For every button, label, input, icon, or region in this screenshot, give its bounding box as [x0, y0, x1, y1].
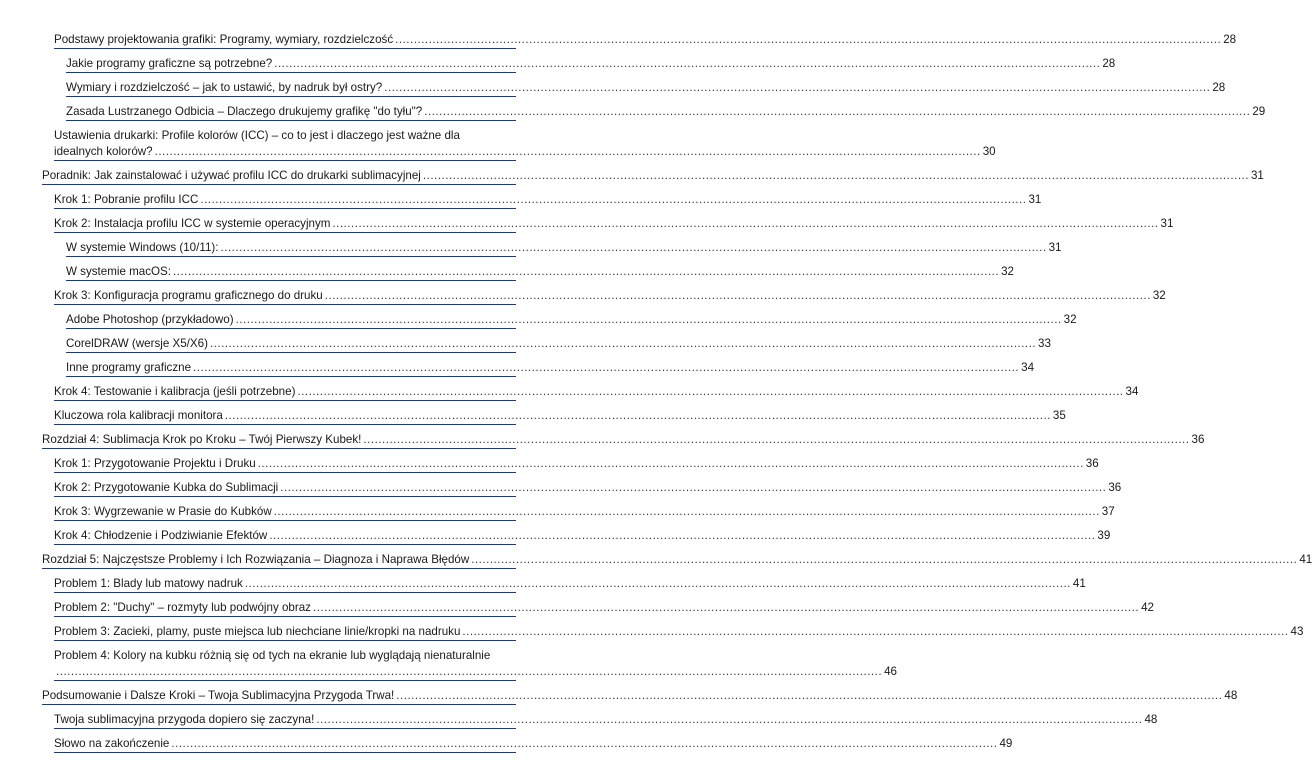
toc-entry[interactable] — [66, 336, 1051, 353]
toc-entry[interactable] — [54, 128, 996, 161]
toc-entry[interactable] — [42, 688, 1238, 705]
toc-page-number: 43 — [1290, 625, 1304, 638]
toc-entry-title: CorelDRAW (wersje X5/X6) — [66, 337, 208, 350]
toc-entry[interactable] — [54, 480, 1122, 497]
toc-page-number: 39 — [1097, 529, 1111, 542]
toc-entry[interactable] — [54, 456, 1099, 473]
toc-entry-title: Wymiary i rozdzielczość – jak to ustawić, by nadruk był ostry? — [66, 81, 383, 94]
dot-leader — [155, 144, 981, 160]
dot-leader — [396, 688, 1222, 704]
toc-entry[interactable] — [66, 104, 1266, 121]
toc-page-number: 34 — [1021, 361, 1035, 374]
toc-page-number: 30 — [982, 145, 996, 158]
toc-page-number: 31 — [1048, 241, 1062, 254]
toc-entry[interactable] — [54, 504, 1115, 521]
toc-page-number: 32 — [1152, 289, 1166, 302]
dot-leader — [325, 288, 1151, 304]
toc-page-number: 41 — [1299, 553, 1312, 566]
dot-leader — [193, 360, 1019, 376]
toc-page-number: 31 — [1160, 217, 1174, 230]
toc-entry-title-continued: idealnych kolorów? — [54, 145, 153, 158]
toc-page-number: 31 — [1250, 169, 1264, 182]
toc-entry[interactable] — [66, 80, 1226, 97]
dot-leader — [297, 384, 1123, 400]
toc-page-number: 32 — [1063, 313, 1077, 326]
toc-entry[interactable] — [66, 56, 1116, 73]
dot-leader — [225, 408, 1051, 424]
toc-entry-title: Rozdział 5: Najczęstsze Problemy i Ich Rozwiązania – Diagnoza i Naprawa Błędów — [42, 553, 470, 566]
toc-page-number: 31 — [1028, 193, 1042, 206]
toc-page-number: 29 — [1252, 105, 1266, 118]
toc-entry-title: W systemie macOS: — [66, 265, 172, 278]
toc-entry-title: Krok 3: Konfiguracja programu graficznego do druku — [54, 289, 323, 302]
toc-entry[interactable] — [54, 624, 1304, 641]
toc-entry[interactable] — [42, 552, 1312, 569]
toc-entry[interactable] — [66, 264, 1015, 281]
dot-leader — [56, 664, 882, 680]
toc-entry-title: Krok 3: Wygrzewanie w Prasie do Kubków — [54, 505, 272, 518]
toc-page-number: 28 — [1102, 57, 1116, 70]
toc-entry-title: W systemie Windows (10/11): — [66, 241, 219, 254]
toc-entry[interactable] — [54, 736, 1013, 753]
dot-leader — [171, 736, 997, 752]
toc-entry-title: Krok 1: Pobranie profilu ICC — [54, 193, 199, 206]
toc-page-number: 36 — [1191, 433, 1205, 446]
toc-entry[interactable] — [54, 600, 1154, 617]
dot-leader — [280, 480, 1106, 496]
toc-entry-title: Krok 4: Chłodzenie i Podziwianie Efektów — [54, 529, 268, 542]
dot-leader — [245, 576, 1071, 592]
toc-entry[interactable] — [54, 712, 1158, 729]
toc-page-number: 33 — [1038, 337, 1051, 350]
dot-leader — [274, 504, 1100, 520]
toc-page-number: 41 — [1072, 577, 1086, 590]
toc-entry-title: Poradnik: Jak zainstalować i używać profilu ICC do drukarki sublimacyjnej — [42, 169, 421, 182]
dot-leader — [258, 456, 1084, 472]
toc-entry-title: Ustawienia drukarki: Profile kolorów (ICC) – co to jest i dlaczego jest ważne dla — [54, 129, 460, 142]
toc-page-number: 48 — [1224, 689, 1238, 702]
toc-entry[interactable] — [42, 432, 1205, 449]
dot-leader — [210, 336, 1036, 352]
dot-leader — [200, 192, 1026, 208]
toc-page-number: 32 — [1001, 265, 1015, 278]
toc-entry[interactable] — [54, 216, 1174, 233]
toc-entry[interactable] — [54, 192, 1042, 209]
toc-entry-title: Podstawy projektowania grafiki: Programy, wymiary, rozdzielczość — [54, 33, 394, 46]
toc-entry[interactable] — [42, 168, 1264, 185]
toc-entry[interactable] — [66, 360, 1035, 377]
dot-leader — [173, 264, 999, 280]
dot-leader — [462, 624, 1288, 640]
toc-page-number: 37 — [1101, 505, 1115, 518]
toc-entry[interactable] — [54, 576, 1086, 593]
toc-page-number: 42 — [1141, 601, 1154, 614]
toc-entry-title: Twoja sublimacyjna przygoda dopiero się zaczyna! — [54, 713, 315, 726]
toc-entry-title: Krok 4: Testowanie i kalibracja (jeśli potrzebne) — [54, 385, 296, 398]
toc-page-number: 35 — [1052, 409, 1066, 422]
toc-entry-title: Problem 2: "Duchy" – rozmyty lub podwójny obraz — [54, 601, 311, 614]
toc-entry-title: Kluczowa rola kalibracji monitora — [54, 409, 223, 422]
toc-entry-title: Problem 4: Kolory na kubku różnią się od tych na ekranie lub wyglądają nienaturalnie — [54, 649, 491, 662]
toc-page-number: 46 — [884, 665, 897, 678]
dot-leader — [313, 600, 1139, 616]
toc-entry[interactable] — [66, 240, 1062, 257]
toc-entry-title: Krok 2: Przygotowanie Kubka do Sublimacji — [54, 481, 279, 494]
dot-leader — [274, 56, 1100, 72]
dot-leader — [471, 552, 1297, 568]
toc-entry-title: Adobe Photoshop (przykładowo) — [66, 313, 234, 326]
toc-entry-title: Problem 3: Zacieki, plamy, puste miejsca lub niechciane linie/kropki na nadruku — [54, 625, 461, 638]
dot-leader — [316, 712, 1142, 728]
toc-entry[interactable] — [54, 384, 1139, 401]
toc-page-number: 28 — [1223, 33, 1237, 46]
toc-entry[interactable] — [54, 648, 897, 681]
toc-page-number: 28 — [1212, 81, 1226, 94]
dot-leader — [423, 168, 1249, 184]
dot-leader — [424, 104, 1250, 120]
toc-entry[interactable] — [54, 408, 1066, 425]
toc-entry-title: Problem 1: Blady lub matowy nadruk — [54, 577, 243, 590]
dot-leader — [236, 312, 1062, 328]
toc-page-number: 36 — [1108, 481, 1122, 494]
dot-leader — [395, 32, 1221, 48]
toc-entry-title: Jakie programy graficzne są potrzebne? — [66, 57, 273, 70]
toc-page-number: 34 — [1125, 385, 1139, 398]
toc-entry[interactable] — [66, 312, 1077, 329]
toc-entry-title: Zasada Lustrzanego Odbicia – Dlaczego drukujemy grafikę "do tyłu"? — [66, 105, 423, 118]
toc-entry[interactable] — [54, 528, 1111, 545]
dot-leader — [269, 528, 1095, 544]
toc-entry-title: Podsumowanie i Dalsze Kroki – Twoja Sublimacyjna Przygoda Trwa! — [42, 689, 395, 702]
toc-page-number: 49 — [999, 737, 1013, 750]
toc-page-number: 48 — [1144, 713, 1158, 726]
dot-leader — [220, 240, 1046, 256]
toc-entry[interactable] — [54, 32, 1237, 49]
toc-page-number: 36 — [1085, 457, 1099, 470]
dot-leader — [384, 80, 1210, 96]
dot-leader — [363, 432, 1189, 448]
dot-leader — [332, 216, 1158, 232]
toc-entry[interactable] — [54, 288, 1166, 305]
toc-entry-title: Krok 1: Przygotowanie Projektu i Druku — [54, 457, 256, 470]
toc-entry-title: Krok 2: Instalacja profilu ICC w systemie operacyjnym — [54, 217, 331, 230]
toc-entry-title: Inne programy graficzne — [66, 361, 192, 374]
toc-entry-title: Słowo na zakończenie — [54, 737, 170, 750]
toc-entry-title: Rozdział 4: Sublimacja Krok po Kroku – Twój Pierwszy Kubek! — [42, 433, 362, 446]
